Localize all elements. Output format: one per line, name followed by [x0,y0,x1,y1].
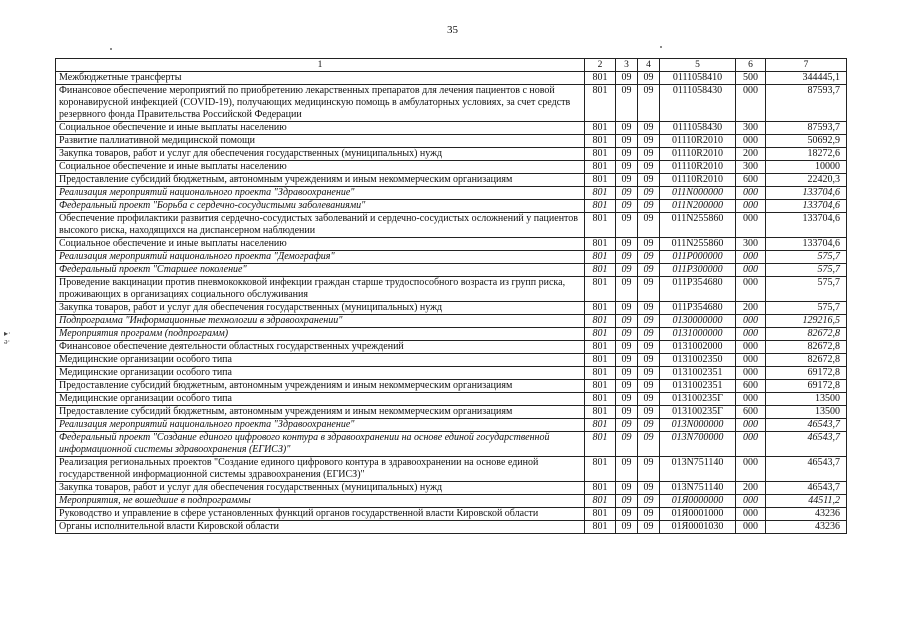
row-expense-type-code: 000 [736,85,766,122]
row-name: Социальное обеспечение и иные выплаты населению [56,238,585,251]
row-expense-type-code: 200 [736,148,766,161]
row-target-code: 011N200000 [660,200,736,213]
row-subsection-code: 09 [638,495,660,508]
row-expense-type-code: 000 [736,328,766,341]
row-subsection-code: 09 [638,380,660,393]
row-name: Федеральный проект "Борьба с сердечно-сосудистыми заболеваниями" [56,200,585,213]
row-expense-type-code: 000 [736,367,766,380]
row-admin-code: 801 [585,174,616,187]
row-section-code: 09 [616,508,638,521]
row-expense-type-code: 000 [736,277,766,302]
table-row [56,457,847,482]
row-name: Социальное обеспечение и иные выплаты населению [56,161,585,174]
table-row [56,380,847,393]
row-admin-code: 801 [585,302,616,315]
row-section-code: 09 [616,122,638,135]
row-admin-code: 801 [585,432,616,457]
row-name: Предоставление субсидий бюджетным, автономным учреждениям и иным некоммерческим организациям [56,406,585,419]
row-name: Федеральный проект "Создание единого цифрового контура в здравоохранении на основе единой государственной информационной системы здравоохранения (ЕГИСЗ)" [56,432,585,457]
row-expense-type-code: 000 [736,187,766,200]
table-row [56,72,847,85]
row-amount: 82672,8 [766,354,847,367]
row-name: Проведение вакцинации против пневмококковой инфекции граждан старше трудоспособного возраста из групп риска, проживающих в организациях социального обслуживания [56,277,585,302]
row-admin-code: 801 [585,200,616,213]
budget-table [55,58,847,534]
page-number: 35 [447,24,458,36]
table-row [56,341,847,354]
row-target-code: 0131002000 [660,341,736,354]
row-subsection-code: 09 [638,187,660,200]
row-target-code: 01Я0001000 [660,508,736,521]
row-section-code: 09 [616,148,638,161]
row-admin-code: 801 [585,264,616,277]
row-section-code: 09 [616,302,638,315]
row-admin-code: 801 [585,482,616,495]
row-admin-code: 801 [585,419,616,432]
row-admin-code: 801 [585,251,616,264]
row-amount: 82672,8 [766,341,847,354]
table-row [56,521,847,534]
row-expense-type-code: 000 [736,457,766,482]
row-name: Реализация мероприятий национального проекта "Здравоохранение" [56,187,585,200]
row-target-code: 01Я0000000 [660,495,736,508]
row-amount: 575,7 [766,277,847,302]
row-amount: 46543,7 [766,432,847,457]
row-subsection-code: 09 [638,354,660,367]
row-expense-type-code: 000 [736,200,766,213]
row-expense-type-code: 000 [736,213,766,238]
row-amount: 43236 [766,508,847,521]
row-expense-type-code: 000 [736,521,766,534]
row-section-code: 09 [616,328,638,341]
row-amount: 82672,8 [766,328,847,341]
row-section-code: 09 [616,277,638,302]
row-admin-code: 801 [585,72,616,85]
table-row [56,135,847,148]
row-amount: 43236 [766,521,847,534]
row-amount: 87593,7 [766,122,847,135]
row-expense-type-code: 600 [736,380,766,393]
row-section-code: 09 [616,238,638,251]
row-expense-type-code: 000 [736,508,766,521]
row-admin-code: 801 [585,135,616,148]
table-row [56,187,847,200]
row-expense-type-code: 200 [736,482,766,495]
table-row [56,85,847,122]
row-section-code: 09 [616,264,638,277]
row-section-code: 09 [616,213,638,238]
row-expense-type-code: 000 [736,315,766,328]
row-target-code: 011N255860 [660,213,736,238]
row-admin-code: 801 [585,277,616,302]
row-subsection-code: 09 [638,315,660,328]
table-row [56,174,847,187]
row-name: Медицинские организации особого типа [56,393,585,406]
row-expense-type-code: 200 [736,302,766,315]
row-target-code: 01Я0001030 [660,521,736,534]
row-name: Обеспечение профилактики развития сердечно-сосудистых заболеваний и сердечно-сосудистых осложнений у пациентов высокого риска, находящихся на диспансерном наблюдении [56,213,585,238]
row-amount: 22420,3 [766,174,847,187]
row-name: Развитие паллиативной медицинской помощи [56,135,585,148]
row-name: Медицинские организации особого типа [56,367,585,380]
row-name: Финансовое обеспечение деятельности областных государственных учреждений [56,341,585,354]
row-name: Закупка товаров, работ и услуг для обеспечения государственных (муниципальных) нужд [56,482,585,495]
row-admin-code: 801 [585,367,616,380]
header-col-5: 5 [660,59,736,72]
row-expense-type-code: 000 [736,264,766,277]
row-amount: 133704,6 [766,213,847,238]
table-row [56,122,847,135]
row-target-code: 013N751140 [660,457,736,482]
table-row [56,238,847,251]
row-amount: 46543,7 [766,419,847,432]
row-target-code: 0111058430 [660,85,736,122]
scan-dot [660,46,662,48]
row-admin-code: 801 [585,457,616,482]
row-target-code: 013N700000 [660,432,736,457]
row-subsection-code: 09 [638,200,660,213]
row-target-code: 011P300000 [660,264,736,277]
row-expense-type-code: 500 [736,72,766,85]
table-row [56,213,847,238]
row-section-code: 09 [616,135,638,148]
row-name: Реализация мероприятий национального проекта "Здравоохранение" [56,419,585,432]
row-expense-type-code: 600 [736,174,766,187]
header-col-4: 4 [638,59,660,72]
row-admin-code: 801 [585,315,616,328]
row-section-code: 09 [616,367,638,380]
row-section-code: 09 [616,393,638,406]
row-amount: 46543,7 [766,482,847,495]
row-expense-type-code: 300 [736,238,766,251]
row-name: Социальное обеспечение и иные выплаты населению [56,122,585,135]
row-name: Межбюджетные трансферты [56,72,585,85]
row-name: Мероприятия программ (подпрограмм) [56,328,585,341]
row-section-code: 09 [616,315,638,328]
row-amount: 13500 [766,406,847,419]
row-name: Федеральный проект "Старшее поколение" [56,264,585,277]
header-col-6: 6 [736,59,766,72]
row-target-code: 011P354680 [660,302,736,315]
row-target-code: 0131002351 [660,380,736,393]
row-amount: 575,7 [766,251,847,264]
row-expense-type-code: 600 [736,406,766,419]
row-expense-type-code: 000 [736,135,766,148]
table-row [56,482,847,495]
table-row [56,393,847,406]
row-admin-code: 801 [585,495,616,508]
row-subsection-code: 09 [638,174,660,187]
row-section-code: 09 [616,432,638,457]
row-subsection-code: 09 [638,406,660,419]
header-row [56,59,847,72]
row-target-code: 01110R2010 [660,135,736,148]
row-target-code: 0111058430 [660,122,736,135]
row-target-code: 0130000000 [660,315,736,328]
row-expense-type-code: 000 [736,251,766,264]
row-target-code: 01110R2010 [660,174,736,187]
row-name: Реализация мероприятий национального проекта "Демография" [56,251,585,264]
table-row [56,277,847,302]
row-subsection-code: 09 [638,341,660,354]
row-amount: 133704,6 [766,187,847,200]
row-target-code: 011P354680 [660,277,736,302]
row-name: Руководство и управление в сфере установленных функций органов государственной власти Кировской области [56,508,585,521]
scan-dot [110,48,112,50]
row-section-code: 09 [616,457,638,482]
row-admin-code: 801 [585,122,616,135]
row-subsection-code: 09 [638,122,660,135]
row-admin-code: 801 [585,341,616,354]
row-subsection-code: 09 [638,277,660,302]
header-col-3: 3 [616,59,638,72]
row-amount: 46543,7 [766,457,847,482]
row-name: Медицинские организации особого типа [56,354,585,367]
row-subsection-code: 09 [638,302,660,315]
row-name: Подпрограмма "Информационные технологии в здравоохранении" [56,315,585,328]
row-section-code: 09 [616,354,638,367]
row-subsection-code: 09 [638,432,660,457]
row-subsection-code: 09 [638,72,660,85]
row-section-code: 09 [616,380,638,393]
row-subsection-code: 09 [638,213,660,238]
row-target-code: 011P000000 [660,251,736,264]
row-admin-code: 801 [585,521,616,534]
header-col-1: 1 [56,59,585,72]
row-target-code: 0131002350 [660,354,736,367]
row-section-code: 09 [616,482,638,495]
row-section-code: 09 [616,495,638,508]
row-section-code: 09 [616,419,638,432]
table-row [56,367,847,380]
row-amount: 87593,7 [766,85,847,122]
row-amount: 10000 [766,161,847,174]
row-amount: 44511,2 [766,495,847,508]
row-subsection-code: 09 [638,482,660,495]
table-row [56,328,847,341]
table-row [56,495,847,508]
row-subsection-code: 09 [638,135,660,148]
table-row [56,200,847,213]
row-amount: 50692,9 [766,135,847,148]
row-expense-type-code: 000 [736,432,766,457]
row-admin-code: 801 [585,187,616,200]
row-admin-code: 801 [585,148,616,161]
row-subsection-code: 09 [638,251,660,264]
row-target-code: 01110R2010 [660,161,736,174]
header-col-7: 7 [766,59,847,72]
row-subsection-code: 09 [638,148,660,161]
row-name: Мероприятия, не вошедшие в подпрограммы [56,495,585,508]
row-target-code: 0131000000 [660,328,736,341]
row-subsection-code: 09 [638,367,660,380]
row-admin-code: 801 [585,328,616,341]
row-subsection-code: 09 [638,264,660,277]
row-expense-type-code: 000 [736,393,766,406]
row-subsection-code: 09 [638,85,660,122]
row-admin-code: 801 [585,238,616,251]
row-subsection-code: 09 [638,508,660,521]
row-amount: 13500 [766,393,847,406]
row-name: Закупка товаров, работ и услуг для обеспечения государственных (муниципальных) нужд [56,148,585,161]
row-name: Предоставление субсидий бюджетным, автономным учреждениям и иным некоммерческим организациям [56,174,585,187]
row-expense-type-code: 300 [736,161,766,174]
row-section-code: 09 [616,174,638,187]
row-admin-code: 801 [585,508,616,521]
row-admin-code: 801 [585,85,616,122]
row-target-code: 011N255860 [660,238,736,251]
row-admin-code: 801 [585,161,616,174]
table-row [56,251,847,264]
row-section-code: 09 [616,200,638,213]
row-subsection-code: 09 [638,161,660,174]
row-expense-type-code: 300 [736,122,766,135]
row-subsection-code: 09 [638,238,660,251]
row-amount: 133704,6 [766,200,847,213]
row-subsection-code: 09 [638,419,660,432]
row-admin-code: 801 [585,380,616,393]
row-name: Финансовое обеспечение мероприятий по приобретению лекарственных препаратов для лечения пациентов с новой коронавирусной инфекцией (COVID-19), получающих медицинскую помощь в амбулаторных условиях, за счет средств резервного фонда Правительства Российской Федерации [56,85,585,122]
row-expense-type-code: 000 [736,354,766,367]
row-section-code: 09 [616,187,638,200]
row-section-code: 09 [616,406,638,419]
row-target-code: 013N751140 [660,482,736,495]
row-amount: 344445,1 [766,72,847,85]
row-amount: 69172,8 [766,367,847,380]
row-amount: 69172,8 [766,380,847,393]
row-target-code: 013100235Г [660,406,736,419]
row-section-code: 09 [616,72,638,85]
table-row [56,264,847,277]
row-amount: 575,7 [766,302,847,315]
row-subsection-code: 09 [638,328,660,341]
row-name: Реализация региональных проектов "Создание единого цифрового контура в здравоохранении на основе единой государственной информационной системы здравоохранения (ЕГИСЗ)" [56,457,585,482]
header-col-2: 2 [585,59,616,72]
row-admin-code: 801 [585,406,616,419]
row-amount: 129216,5 [766,315,847,328]
row-target-code: 011N000000 [660,187,736,200]
table-row [56,406,847,419]
row-amount: 133704,6 [766,238,847,251]
margin-scan-mark: ▸· ǝ· [4,329,11,346]
row-admin-code: 801 [585,354,616,367]
table-body [56,72,847,534]
table-row [56,148,847,161]
row-amount: 575,7 [766,264,847,277]
table-row [56,302,847,315]
row-target-code: 013100235Г [660,393,736,406]
row-expense-type-code: 000 [736,419,766,432]
row-section-code: 09 [616,341,638,354]
row-section-code: 09 [616,85,638,122]
row-target-code: 013N000000 [660,419,736,432]
row-section-code: 09 [616,251,638,264]
row-admin-code: 801 [585,393,616,406]
row-section-code: 09 [616,161,638,174]
row-subsection-code: 09 [638,521,660,534]
table-row [56,315,847,328]
row-subsection-code: 09 [638,393,660,406]
row-subsection-code: 09 [638,457,660,482]
row-amount: 18272,6 [766,148,847,161]
table-row [56,419,847,432]
table-row [56,508,847,521]
row-expense-type-code: 000 [736,341,766,354]
row-section-code: 09 [616,521,638,534]
row-name: Предоставление субсидий бюджетным, автономным учреждениям и иным некоммерческим организациям [56,380,585,393]
row-target-code: 0131002351 [660,367,736,380]
row-name: Органы исполнительной власти Кировской области [56,521,585,534]
table-row [56,354,847,367]
table-row [56,161,847,174]
row-target-code: 0111058410 [660,72,736,85]
table-row [56,432,847,457]
row-name: Закупка товаров, работ и услуг для обеспечения государственных (муниципальных) нужд [56,302,585,315]
row-expense-type-code: 000 [736,495,766,508]
row-admin-code: 801 [585,213,616,238]
row-target-code: 01110R2010 [660,148,736,161]
